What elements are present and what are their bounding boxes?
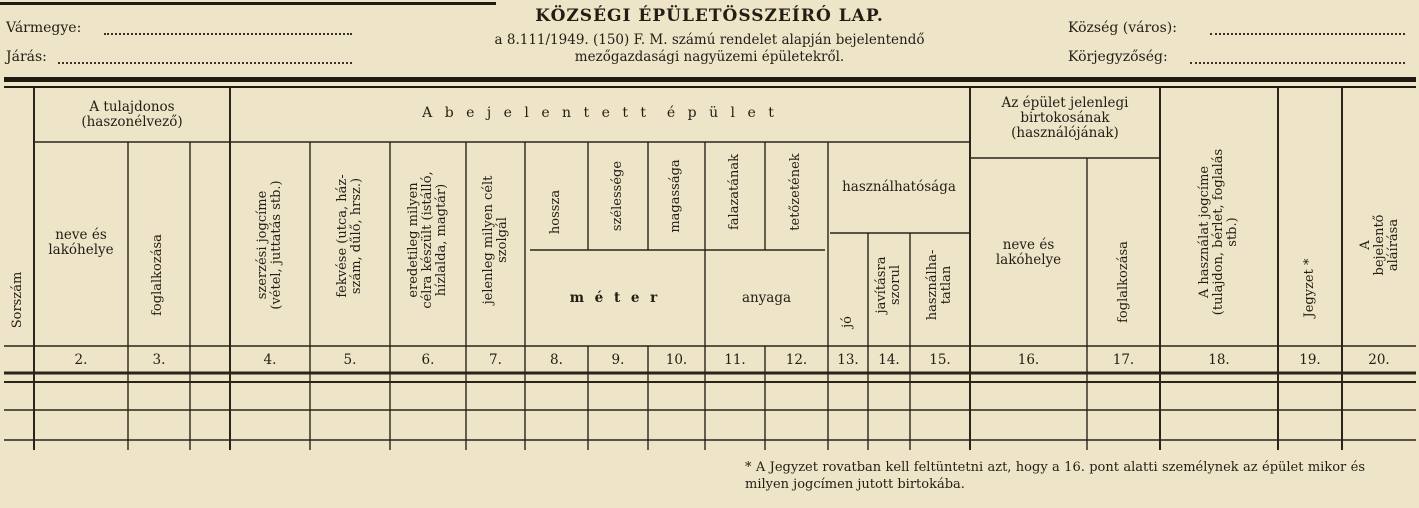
roof-header: tetőzetének xyxy=(788,153,803,231)
wall-header: falazatának xyxy=(727,153,742,231)
owner-name-header: neve és lakóhelye xyxy=(48,227,114,258)
location-header: fekvése (utca, ház- szám, dűlő, hrsz.) xyxy=(335,174,364,298)
owner-group-header: A tulajdonos (haszonélvező) xyxy=(81,99,183,130)
usability-header: használhatósága xyxy=(842,179,956,195)
colnum-7: 7. xyxy=(489,352,502,368)
material-header: anyaga xyxy=(741,290,792,306)
usability-unusable-header: használha- tatlan xyxy=(925,249,954,321)
district-label: Járás: xyxy=(6,49,47,65)
note-header: Jegyzet * xyxy=(1302,258,1317,318)
colnum-20: 20. xyxy=(1368,352,1390,368)
colnum-11: 11. xyxy=(724,352,746,368)
acquisition-header: szerzési jogcíme (vétel, juttatás stb.) xyxy=(255,180,284,310)
usability-repair-header: javításra szorul xyxy=(874,256,903,314)
colnum-15: 15. xyxy=(929,352,951,368)
legal-title-header: A használat jogcíme (tulajdon, bérlet, foglalás stb.) xyxy=(1197,148,1240,316)
col-sorszam-header: Sorszám xyxy=(10,271,25,329)
colnum-4: 4. xyxy=(263,352,277,368)
colnum-18: 18. xyxy=(1208,352,1230,368)
colnum-5: 5. xyxy=(343,352,357,368)
colnum-9: 9. xyxy=(611,352,625,368)
length-header: hossza xyxy=(548,189,563,235)
height-header: magassága xyxy=(668,159,683,233)
colnum-8: 8. xyxy=(550,352,563,368)
holder-occupation-header: foglalkozása xyxy=(1116,241,1131,323)
holder-group-header: Az épület jelenlegi birtokosának (használójának) xyxy=(1001,95,1129,141)
colnum-6: 6. xyxy=(421,352,435,368)
form-title: KÖZSÉGI ÉPÜLETÖSSZEÍRÓ LAP. xyxy=(535,6,884,26)
building-group-header: A b e j e l e n t e t t é p ü l e t xyxy=(422,105,778,121)
colnum-17: 17. xyxy=(1112,352,1135,368)
colnum-14: 14. xyxy=(878,352,900,368)
table-row[interactable] xyxy=(34,383,1416,409)
form-subtitle-2: mezőgazdasági nagyüzemi épületekről. xyxy=(574,49,845,65)
colnum-2: 2. xyxy=(74,352,88,368)
meter-header: m é t e r xyxy=(569,290,661,306)
table-row[interactable] xyxy=(34,411,1416,439)
colnum-16: 16. xyxy=(1017,352,1040,368)
colnum-10: 10. xyxy=(665,352,688,368)
current-purpose-header: jelenleg milyen célt szolgál xyxy=(481,175,510,305)
footnote: * A Jegyzet rovatban kell feltüntetni azt, hogy a 16. pont alatti személynek az épület mikor és milyen jogcímen jutott birtokába. xyxy=(745,460,1365,492)
form-subtitle-1: a 8.111/1949. (150) F. M. számú rendelet alapján bejelentendő xyxy=(494,32,925,48)
county-label: Vármegye: xyxy=(6,20,82,36)
signature-header: A bejelentő aláírása xyxy=(1358,214,1401,276)
usability-good-header: jó xyxy=(840,316,855,328)
colnum-19: 19. xyxy=(1299,352,1321,368)
notary-district-label: Körjegyzőség: xyxy=(1068,49,1168,65)
colnum-3: 3. xyxy=(152,352,166,368)
municipality-label: Község (város): xyxy=(1068,20,1177,36)
original-purpose-header: eredetileg milyen célra készült (istálló, hízlalda, magtár) xyxy=(406,171,449,309)
width-header: szélessége xyxy=(610,160,625,232)
holder-name-header: neve és lakóhelye xyxy=(995,237,1062,268)
owner-occupation-header: foglalkozása xyxy=(150,234,165,316)
colnum-12: 12. xyxy=(785,352,808,368)
colnum-13: 13. xyxy=(837,352,859,368)
